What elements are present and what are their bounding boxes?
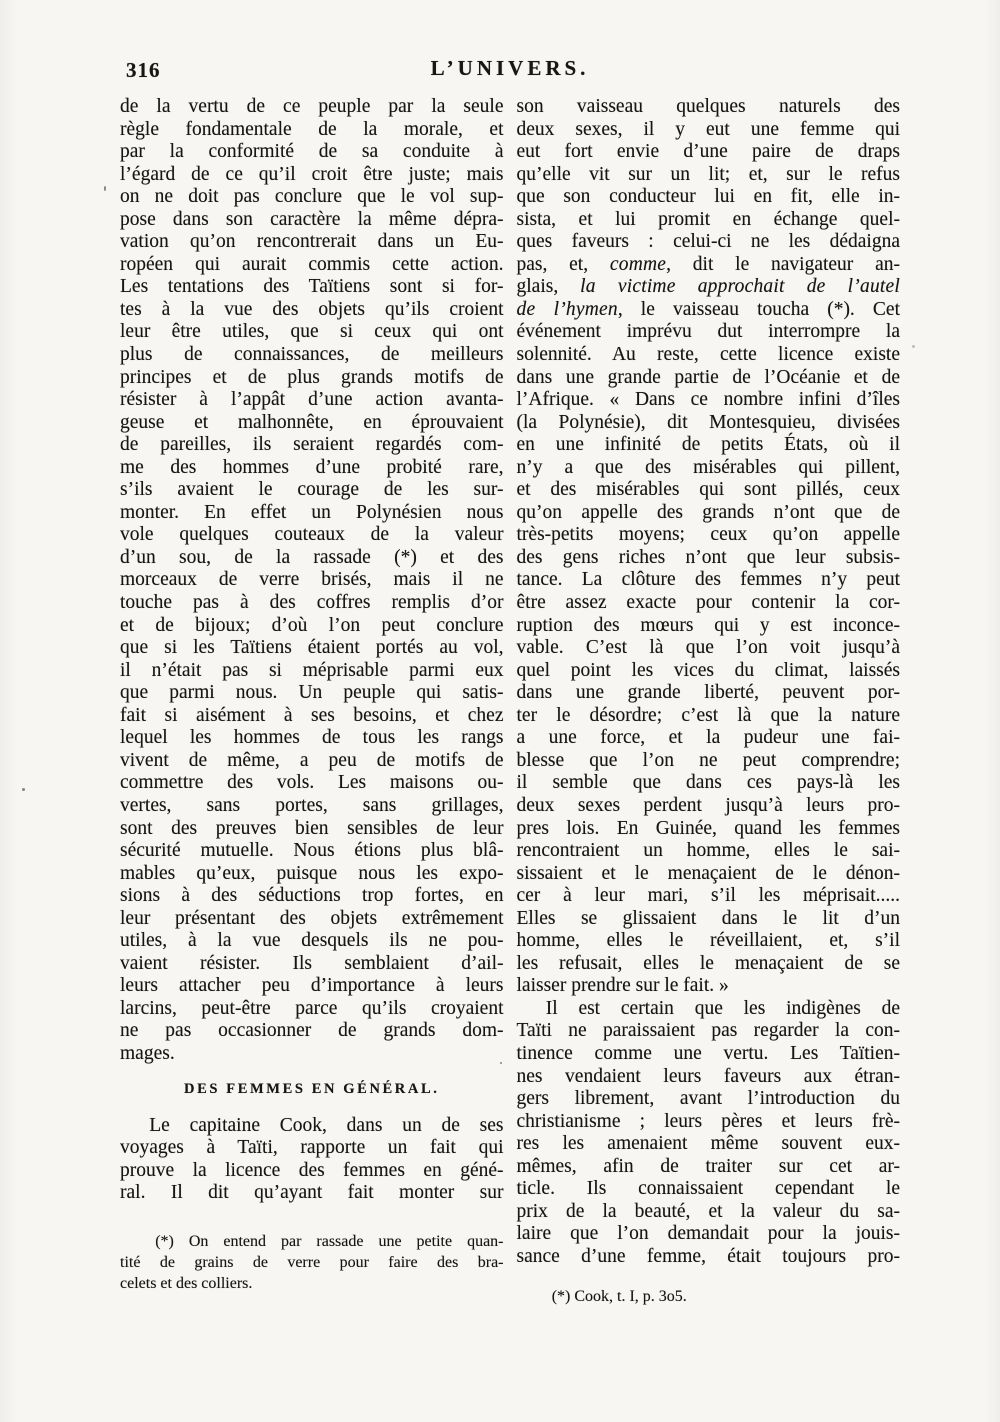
text-line: mêmes, afin de traiter sur cet ar- <box>516 1155 900 1177</box>
text-line: de la vertu de ce peuple par la seule <box>120 96 504 117</box>
text-line: morceaux de verre brisés, mais il ne <box>120 569 504 591</box>
right-footnote <box>517 1286 901 1307</box>
text-line: tité de grains de verre pour faire des bra- <box>120 1253 504 1271</box>
text-line: en une infinité de petits États, où il <box>516 434 900 456</box>
text-line: dans une grande partie de l’Océanie et de <box>516 366 900 388</box>
text-line: (*) Cook, t. I, p. 3o5. <box>551 1288 687 1306</box>
text-line: il n’était pas si méprisable parmi eux <box>120 659 504 681</box>
text-line: (la Polynésie), dit Montesquieu, divisées <box>516 411 900 433</box>
text-line: geuse et malhonnête, en éprouvaient <box>120 411 504 433</box>
scan-speck <box>104 186 106 191</box>
text-line: prix de la beauté, et la valeur du sa- <box>516 1200 900 1222</box>
text-line: eut fort envie d’une paire de draps <box>516 141 900 163</box>
text-line: laire que l’on demandait pour la jouis- <box>516 1223 900 1245</box>
text-line: christianisme ; leurs pères et leurs frè- <box>516 1110 900 1132</box>
text-line: vation qu’on rencontrerait dans un Eu- <box>120 231 504 253</box>
text-line: vable. C’est là que l’on voit jusqu’à <box>516 637 900 659</box>
text-line: dans une grande liberté, peuvent por- <box>516 682 900 704</box>
text-line: ter le désordre; c’est là que la nature <box>516 704 900 726</box>
text-line: de pareilles, ils seraient regardés com- <box>120 434 504 456</box>
text-line: Elles se glissaient dans le lit d’un <box>516 907 900 929</box>
text-line: leur présentant des objets extrêmement <box>120 907 504 929</box>
text-line: me des hommes d’une probité rare, <box>120 456 504 478</box>
text-line: ral. Il dit qu’ayant fait monter sur <box>120 1182 504 1204</box>
text-line: ne pas occasionner de grands dom- <box>120 1020 504 1042</box>
text-line: tinence comme une vertu. Les Taïtien- <box>516 1042 900 1064</box>
text-line: utiles, à la vue desquels ils ne pou- <box>120 930 504 952</box>
text-line: tance. La clôture des femmes n’y peut <box>516 569 900 591</box>
text-line: cer à leur mari, s’il les méprisait..... <box>516 885 900 907</box>
text-line: l’Afrique. « Dans ce nombre infini d’îles <box>516 389 900 411</box>
text-line: pas, et, comme, dit le navigateur an- <box>516 253 900 275</box>
text-line: prouve la licence des femmes en géné- <box>120 1159 504 1181</box>
text-columns <box>120 96 900 1307</box>
text-line: solennité. Au reste, cette licence existe <box>516 344 900 366</box>
text-line: leur être utiles, que si ceux qui ont <box>120 321 504 343</box>
text-line: gers librement, avant l’introduction du <box>516 1088 900 1110</box>
scan-speck <box>22 788 25 791</box>
page-header <box>120 56 900 86</box>
text-line: par la conformité de sa conduite à <box>120 141 504 163</box>
text-line: voyages à Taïti, rapporte un fait qui <box>120 1137 504 1159</box>
text-line: et des misérables qui sont pillés, ceux <box>516 479 900 501</box>
text-line: pres lois. En Guinée, quand les femmes <box>516 817 900 839</box>
text-line: que son conducteur lui en fit, elle in- <box>516 186 900 208</box>
text-line: monter. En effet un Polynésien nous <box>120 501 504 523</box>
text-line: et de bijoux; d’où l’on peut conclure <box>120 614 504 636</box>
text-line: ropéen qui aurait commis cette action. <box>120 253 504 275</box>
text-line: s’ils avaient le courage de les sur- <box>120 479 504 501</box>
text-line: Il est certain que les indigènes de <box>545 997 900 1019</box>
text-line: n’y a que des misérables qui pillent, <box>516 456 900 478</box>
text-line: sissaient et le menaçaient de le dénon- <box>516 862 900 884</box>
text-line: rencontraient un homme, elles le sai- <box>516 840 900 862</box>
text-line: quel point les vices du climat, laissés <box>516 659 900 681</box>
text-line: tes à la vue des objets qu’ils croient <box>120 298 504 320</box>
right-paragraph-main <box>517 96 901 998</box>
text-line: règle fondamentale de la morale, et <box>120 118 504 140</box>
text-line: homme, elles le réveillaient, et, s’il <box>516 930 900 952</box>
text-line: principes et de plus grands motifs de <box>120 366 504 388</box>
left-column <box>120 96 504 1307</box>
text-line: il semble que dans ces pays-là les <box>516 772 900 794</box>
text-line: sions à des séductions trop fortes, en <box>120 885 504 907</box>
text-line: ruption des mœurs qui y est inconce- <box>516 614 900 636</box>
text-line: qu’on appelle des grands n’ont que de <box>516 501 900 523</box>
text-line: ques faveurs : celui-ci ne les dédaigna <box>516 231 900 253</box>
text-line: res les amenaient même souvent eux- <box>516 1133 900 1155</box>
text-line: d’un sou, de la rassade (*) et des <box>120 546 504 568</box>
text-line: touche pas à des coffres remplis d’or <box>120 592 504 614</box>
text-line: vole quelques couteaux de la valeur <box>120 524 504 546</box>
text-line: très-petits moyens; ceux qu’on appelle <box>516 524 900 546</box>
text-line: qu’elle vit sur un lit; et, sur le refus <box>516 163 900 185</box>
text-line: son vaisseau quelques naturels des <box>516 96 900 117</box>
text-line: deux sexes perdent jusqu’à leurs pro- <box>516 794 900 816</box>
left-paragraph-main <box>120 96 504 1066</box>
text-line: sont des preuves bien sensibles de leur <box>120 817 504 839</box>
text-line: les refusait, elles le menaçaient de se <box>516 952 900 974</box>
scan-speck <box>912 345 915 348</box>
text-line: événement imprévu dut interrompre la <box>516 321 900 343</box>
text-line: blesse que l’on ne peut comprendre; <box>516 749 900 771</box>
text-line: que si les Taïtiens étaient portés au vol, <box>120 637 504 659</box>
text-line: Taïti ne paraissaient pas regarder la con- <box>516 1020 900 1042</box>
text-line: sance d’une femme, était toujours pro- <box>516 1245 900 1267</box>
text-line: pose dans son caractère la même dépra- <box>120 208 504 230</box>
text-line: nes vendaient leurs faveurs aux étran- <box>516 1065 900 1087</box>
text-line: mables qu’eux, puisque nous les expo- <box>120 862 504 884</box>
text-line: lequel les hommes de tous les rangs <box>120 727 504 749</box>
text-line: leurs attacher peu d’importance à leurs <box>120 975 504 997</box>
right-column <box>517 96 901 1307</box>
text-line: fait si aisément à ses besoins, et chez <box>120 704 504 726</box>
scan-speck <box>500 1062 502 1064</box>
text-line: être assez exacte pour contenir la cor- <box>516 592 900 614</box>
text-line: de l’hymen, le vaisseau toucha (*). Cet <box>516 298 900 320</box>
text-line: on ne doit pas conclure que le vol sup- <box>120 186 504 208</box>
text-line: deux sexes, il y eut une femme qui <box>516 118 900 140</box>
text-line: vivent de même, a peu de motifs de <box>120 749 504 771</box>
text-line: que parmi nous. Un peuple qui satis- <box>120 682 504 704</box>
text-line: sécurité mutuelle. Nous étions plus blâ- <box>120 840 504 862</box>
section-heading: DES FEMMES EN GÉNÉRAL. <box>184 1080 440 1097</box>
left-footnote <box>120 1231 504 1294</box>
text-line: vaient résister. Ils semblaient d’ail- <box>120 952 504 974</box>
running-title: L’UNIVERS. <box>430 56 590 80</box>
text-line: commettre des vols. Les maisons ou- <box>120 772 504 794</box>
text-line: sista, et lui promit en échange quel- <box>516 208 900 230</box>
text-line: Le capitaine Cook, dans un de ses <box>149 1114 504 1136</box>
text-line: larcins, peut-être parce qu’ils croyaient <box>120 997 504 1019</box>
text-line: celets et des colliers. <box>120 1274 253 1292</box>
text-line: laisser prendre sur le fait. » <box>516 975 729 997</box>
text-line: Les tentations des Taïtiens sont si for- <box>120 276 504 298</box>
text-line: (*) On entend par rassade une petite quan- <box>155 1232 504 1250</box>
page-number: 316 <box>126 58 161 82</box>
text-line: ticle. Ils connaissaient cependant le <box>516 1178 900 1200</box>
text-line: résister à l’appât d’une action avanta- <box>120 389 504 411</box>
text-line: vertes, sans portes, sans grillages, <box>120 794 504 816</box>
text-line: mages. <box>120 1042 175 1064</box>
left-paragraph-cook <box>120 1115 504 1205</box>
text-line: a une force, et la pudeur une fai- <box>516 727 900 749</box>
text-line: plus de connaissances, de meilleurs <box>120 344 504 366</box>
text-line: des gens riches n’ont que leur subsis- <box>516 546 900 568</box>
text-line: l’égard de ce qu’il croit être juste; mais <box>120 163 504 185</box>
right-paragraph-continence <box>517 998 901 1269</box>
text-line: glais, la victime approchait de l’autel <box>516 276 900 298</box>
